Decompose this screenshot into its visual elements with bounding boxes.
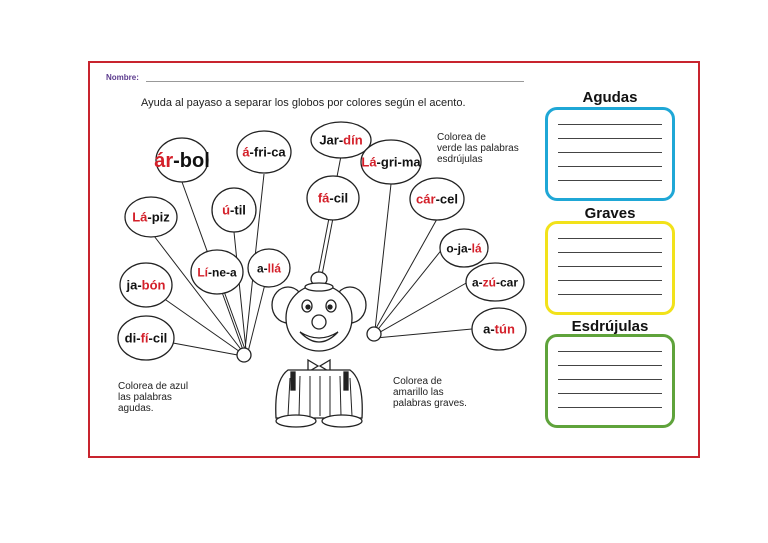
balloon-word: di-fí-cil — [124, 330, 168, 346]
balloon-word: a-tún — [483, 321, 515, 337]
balloon-word: Jar-dín — [319, 132, 363, 148]
note-blue-line-3: agudas. — [118, 403, 154, 414]
note-green-line-2: verde las palabras — [437, 143, 519, 154]
balloon[interactable] — [307, 176, 359, 220]
balloon-word: cár-cel — [416, 191, 458, 207]
clown-icon — [237, 272, 381, 427]
box-graves[interactable] — [545, 221, 675, 315]
note-green — [437, 132, 519, 165]
box-title-graves: Graves — [584, 205, 636, 222]
note-blue — [118, 381, 188, 414]
balloon-word: Lá-gri-ma — [361, 154, 421, 170]
note-blue-line-1: Colorea de azul — [118, 381, 189, 392]
balloon-word: Lí-ne-a — [197, 265, 237, 280]
box-agudas[interactable] — [545, 107, 675, 201]
box-title-esdrujulas: Esdrújulas — [571, 318, 649, 335]
balloon-word: ár-bol — [154, 150, 210, 173]
note-green-line-3: esdrújulas — [437, 154, 483, 165]
balloon-word: fá-cil — [317, 190, 349, 206]
note-yellow — [393, 376, 467, 409]
note-yellow-line-1: Colorea de — [393, 376, 442, 387]
balloon[interactable] — [440, 229, 488, 267]
box-esdrujulas[interactable] — [545, 334, 675, 428]
balloon[interactable] — [125, 197, 177, 237]
balloon-word: o-ja-lá — [446, 241, 482, 256]
balloon[interactable] — [248, 249, 290, 287]
balloon[interactable] — [212, 188, 256, 232]
nombre-label: Nombre: — [106, 73, 139, 82]
note-yellow-line-2: amarillo las — [393, 387, 444, 398]
instruction-text: Ayuda al payaso a separar los globos por colores según el acento. — [141, 97, 466, 109]
balloon-word: ú-til — [222, 202, 246, 218]
balloon[interactable] — [118, 316, 174, 360]
note-blue-line-2: las palabras — [118, 392, 172, 403]
note-yellow-line-3: palabras graves. — [393, 398, 467, 409]
balloon[interactable] — [466, 263, 524, 301]
balloon-word: á-fri-ca — [242, 144, 286, 160]
balloon-word: a-zú-car — [471, 275, 519, 290]
balloon[interactable] — [361, 140, 421, 184]
note-green-line-1: Colorea de — [437, 132, 486, 143]
balloon[interactable] — [191, 250, 243, 294]
balloon[interactable] — [120, 263, 172, 307]
balloon[interactable] — [311, 122, 371, 158]
box-title-agudas: Agudas — [582, 89, 638, 106]
balloon-word: Lá-piz — [132, 209, 170, 225]
balloon[interactable] — [154, 138, 210, 182]
balloon[interactable] — [237, 131, 291, 173]
balloon-word: ja-bón — [126, 277, 166, 293]
balloon[interactable] — [472, 308, 526, 350]
balloon-word: a-llá — [256, 261, 282, 276]
balloon[interactable] — [410, 178, 464, 220]
